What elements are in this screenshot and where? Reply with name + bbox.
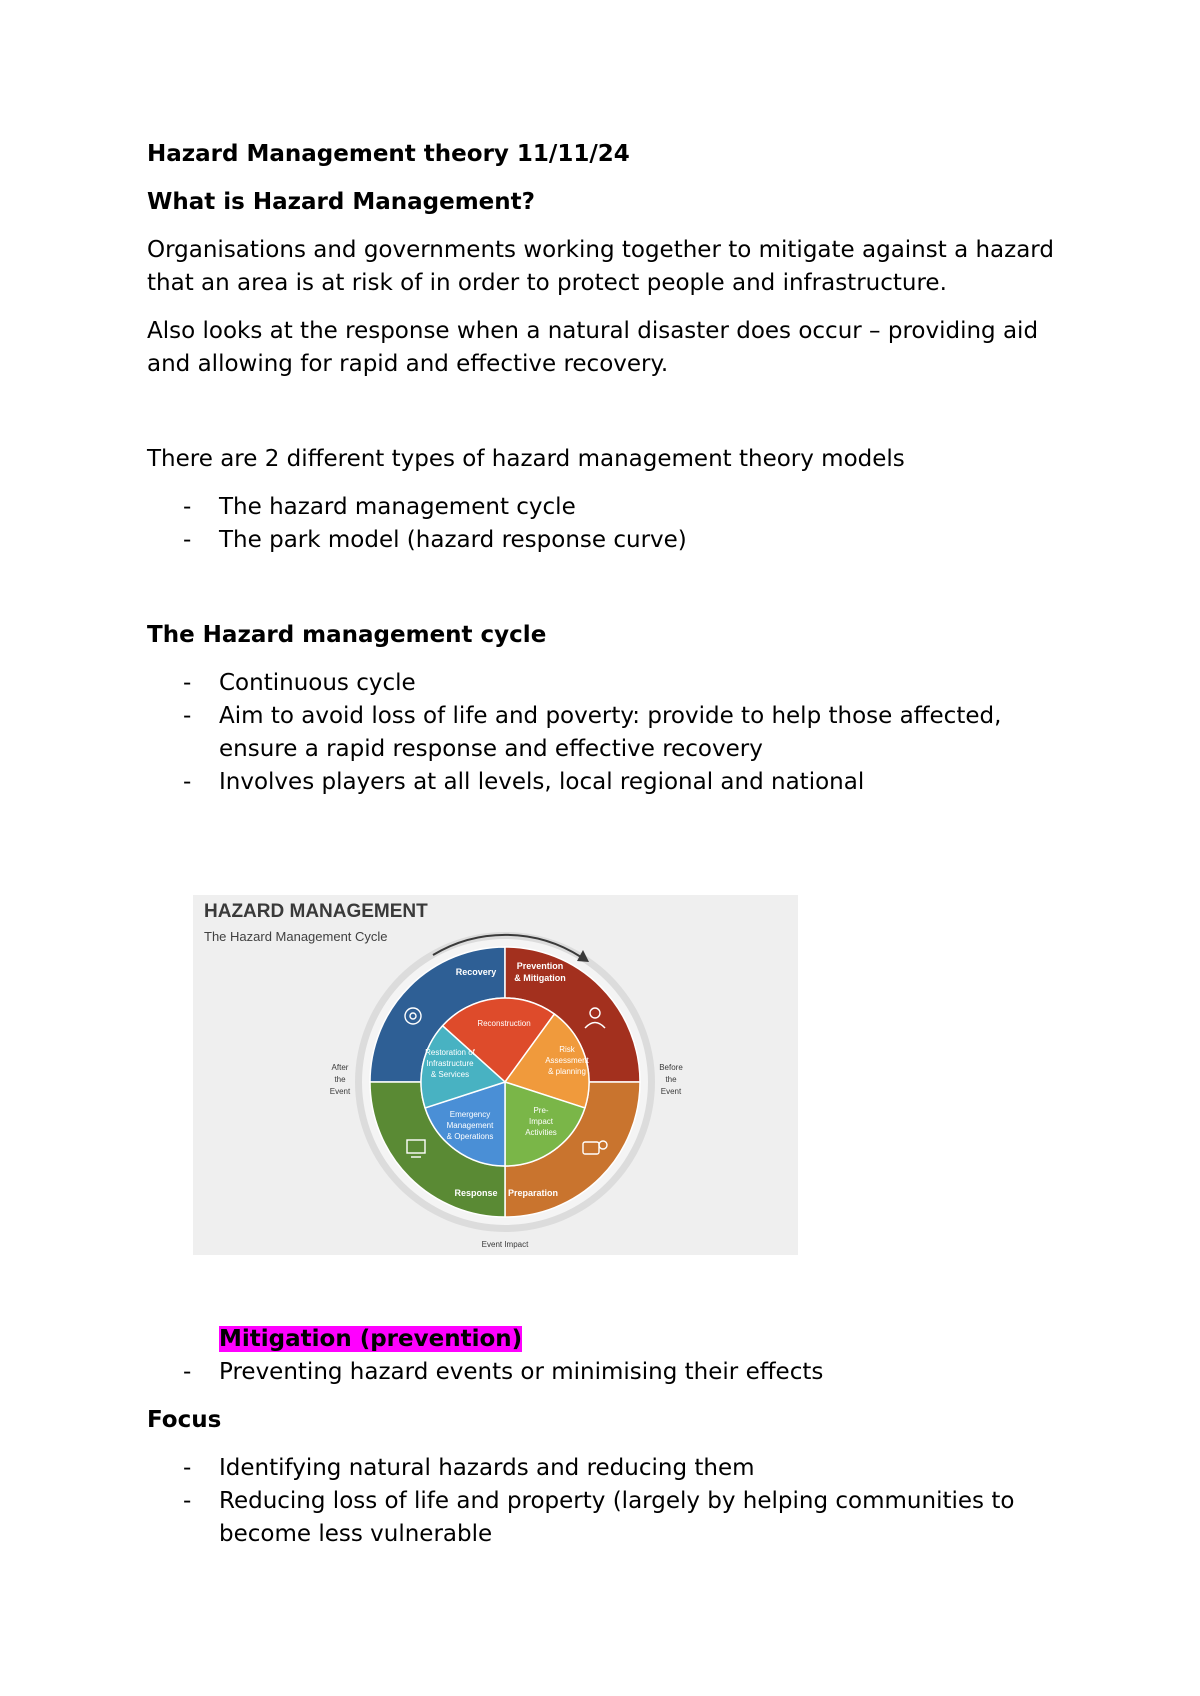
label-after-event: Event — [329, 1087, 351, 1096]
list-item: - Continuous cycle — [147, 667, 1087, 700]
label-before-event: the — [665, 1075, 677, 1084]
label-pre: Impact — [528, 1117, 554, 1126]
label-before-event: Before — [659, 1063, 683, 1072]
label-after-event: the — [334, 1075, 346, 1084]
list-item: - Aim to avoid loss of life and poverty: provide to help those affected, ensure a rapid response and effective recovery — [147, 700, 1087, 766]
label-restoration: Infrastructure — [426, 1059, 474, 1068]
models-list — [147, 491, 1087, 557]
label-event-impact: Event Impact — [481, 1240, 529, 1249]
label-recovery: Recovery — [455, 967, 497, 977]
label-after-event: After — [331, 1063, 349, 1072]
label-reconstruction: Reconstruction — [477, 1019, 531, 1028]
figure-subtitle: The Hazard Management Cycle — [204, 929, 388, 944]
list-item: - Identifying natural hazards and reducing them — [147, 1452, 1087, 1485]
list-item: - Reducing loss of life and property (largely by helping communities to become less vulnerable — [147, 1485, 1087, 1551]
label-preparation: Preparation — [507, 1188, 559, 1198]
section-question: What is Hazard Management? — [147, 189, 535, 215]
cycle-points-list — [147, 667, 1087, 799]
list-item: - Involves players at all levels, local regional and national — [147, 766, 1087, 799]
doc-title: Hazard Management theory 11/11/24 — [147, 141, 630, 167]
label-emergency: Emergency — [449, 1110, 491, 1119]
hazard-cycle-figure — [193, 895, 798, 1255]
list-item: - The park model (hazard response curve) — [147, 524, 1087, 557]
label-mitigation: & Mitigation — [514, 973, 566, 983]
label-pre: Pre- — [533, 1106, 549, 1115]
label-before-event: Event — [660, 1087, 682, 1096]
paragraph-definition: Organisations and governments working together to mitigate against a hazard that an area is at risk of in order to protect people and infrastructure. — [147, 237, 1054, 296]
focus-heading: Focus — [147, 1407, 222, 1433]
mitigation-heading: Mitigation (prevention) — [219, 1326, 523, 1352]
label-restoration: & Services — [430, 1070, 470, 1079]
list-item: - Preventing hazard events or minimising their effects — [147, 1356, 1087, 1389]
paragraph-response: Also looks at the response when a natural disaster does occur – providing aid and allowing for rapid and effective recovery. — [147, 318, 1039, 377]
list-item: - The hazard management cycle — [147, 491, 1087, 524]
mitigation-heading-row — [147, 1323, 1087, 1389]
paragraph-models-intro: There are 2 different types of hazard management theory models — [147, 446, 905, 472]
mitigation-heading-item — [147, 1323, 1087, 1356]
label-risk: & planning — [548, 1067, 586, 1076]
label-emergency: & Operations — [446, 1132, 494, 1141]
document-page — [147, 138, 1087, 799]
label-response: Response — [454, 1188, 498, 1198]
mitigation-section — [147, 1323, 1087, 1551]
cycle-heading: The Hazard management cycle — [147, 622, 547, 648]
figure-title: HAZARD MANAGEMENT — [204, 901, 428, 922]
hazard-cycle-diagram — [193, 895, 798, 1255]
label-emergency: Management — [446, 1121, 494, 1130]
label-pre: Activities — [525, 1128, 557, 1137]
label-restoration: Restoration of — [425, 1048, 475, 1057]
label-risk: Assessment — [545, 1056, 589, 1065]
label-prevention: Prevention — [516, 961, 564, 971]
focus-list — [147, 1452, 1087, 1551]
label-risk: Risk — [559, 1045, 575, 1054]
